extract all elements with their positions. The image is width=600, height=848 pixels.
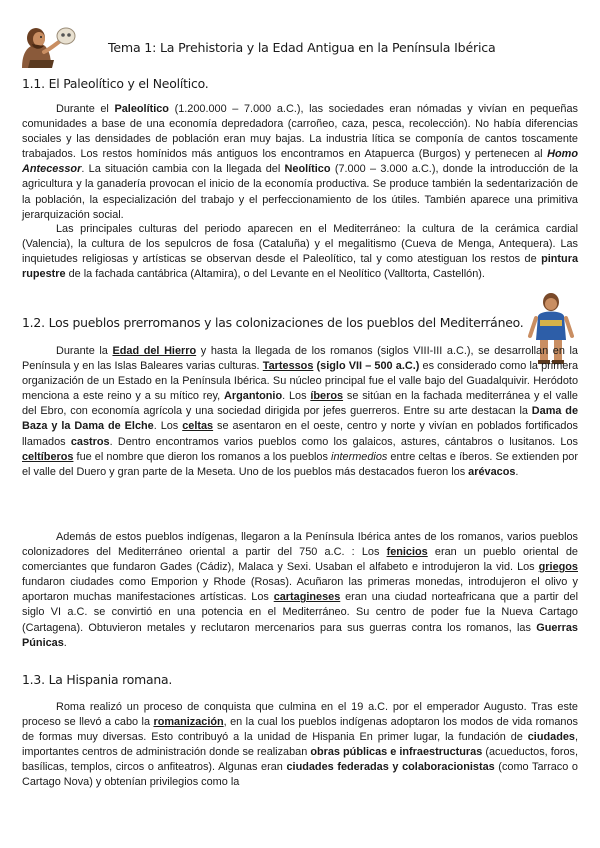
document-title: Tema 1: La Prehistoria y la Edad Antigua en la Península Ibérica — [108, 40, 496, 55]
paragraph-paleolitico: Durante el Paleolítico (1.200.000 – 7.000 a.C.), las sociedades eran nómadas y vivían en pequeñas comunidades a base de una economía depredadora (carroñeo, caza, pesca, recolección). No había diferencias sociales y las densidades de población eran muy bajas. La industria lítica se componía de cantos toscamente trabajados. Los restos homínidos más antiguos los encontramos en Atapuerca (Burgos) y pertenecen al Homo Antecessor. La situación cambia con la llegada del Neolítico (7.000 – 3.000 a.C.), donde la introducción de la agricultura y la ganadería provocan el inicio de la economía productiva. Se produce también la sedentarización de la población, la especialización del trabajo y el perfeccionamiento de los útiles. También aparece una primitiva jerarquización social. — [22, 103, 578, 221]
section-heading-paleolitico: 1.1. El Paleolítico y el Neolítico. — [22, 76, 209, 91]
section-heading-pueblos-prerromanos: 1.2. Los pueblos prerromanos y las colonizaciones de los pueblos del Mediterráneo. — [22, 315, 524, 330]
paragraph-colonizaciones: Además de estos pueblos indígenas, llegaron a la Península Ibérica antes de los romanos, varios pueblos colonizadores del Mediterráneo oriental a partir del 750 a.C. : Los fenicios eran un pueblo oriental de comerciantes que fundaron Gades (Cádiz), Malaca y Sexi. Usaban el alfabeto e introdujeron la vid. Los griegos fundaron ciudades como Emporion y Rhode (Rosas). Acuñaron las primeras monedas, introdujeron el olivo y aportaron muchas manifestaciones artísticas. Los cartagineses eran una ciudad norteafricana que a partir del siglo VI a.C. se convirtió en una potencia en el Mediterráneo. Su centro de poder fue la Nueva Cartago (Cartagena). Obtuvieron metales y reclutaron mercenarios para sus guerras contra los romanos, las Guerras Púnicas. — [22, 531, 578, 649]
paragraph-culturas: Las principales culturas del periodo aparecen en el Mediterráneo: la cultura de la cerámica cardial (Valencia), la cultura de los sepulcros de fosa (Cataluña) y el megalitismo (Cueva de Menga, Antequera). Las inquietudes religiosas y artísticas se observan desde el Paleolítico, tal y como atestiguan los restos de pintura rupestre de la fachada cantábrica (Altamira), o del Levante en el Neolítico (Valltorta, Castellón). — [22, 223, 578, 281]
section-heading-hispania-romana: 1.3. La Hispania romana. — [22, 672, 173, 687]
paragraph-edad-hierro: Durante la Edad del Hierro y hasta la llegada de los romanos (siglos VIII-III a.C.), se desarrollan en la Península y en las Islas Baleares varias culturas. Tartessos (siglo VII – 500 a.C.) es considerado como la primera organización de un Estado en la Península Ibérica. Su núcleo principal fue el valle bajo del Guadalquivir. Heródoto menciona a este reino y a su mítico rey, Argantonio. Los íberos se sitúan en la fachada mediterránea y el valle del Ebro, con economía agrícola y una sociedad dirigida por jefes guerreros. Entre su arte destacan la Dama de Baza y la Dama de Elche. Los celtas se asentaron en el oeste, centro y norte y vivían en poblados fortificados llamados castros. Dentro encontramos varios pueblos como los galaicos, astures, cántabros o lusitanos. Los celtíberos fue el nombre que dieron los romanos a los pueblos intermedios entre celtas e íberos. Se extienden por el valle del Duero y gran parte de la Meseta. Uno de los pueblos más destacados fueron los arévacos. — [22, 345, 579, 478]
paragraph-romanizacion: Roma realizó un proceso de conquista que culmina en el 19 a.C. por el emperador Augusto. Tras este proceso se llevó a cabo la romanización, en la cual los pueblos indígenas adoptaron los modos de vida romanos de formas muy diversas. Esto contribuyó a la unidad de Hispania En primer lugar, la fundación de ciudades, importantes centros de administración donde se realizaban obras públicas e infraestructuras (acueductos, foros, basílicas, templos, circos o anfiteatros). Algunas eran ciudades federadas y colaboracionistas (como Tarraco o Cartago Nova) y obtenían privilegios como la — [22, 701, 578, 789]
caveman-illustration — [14, 22, 78, 68]
